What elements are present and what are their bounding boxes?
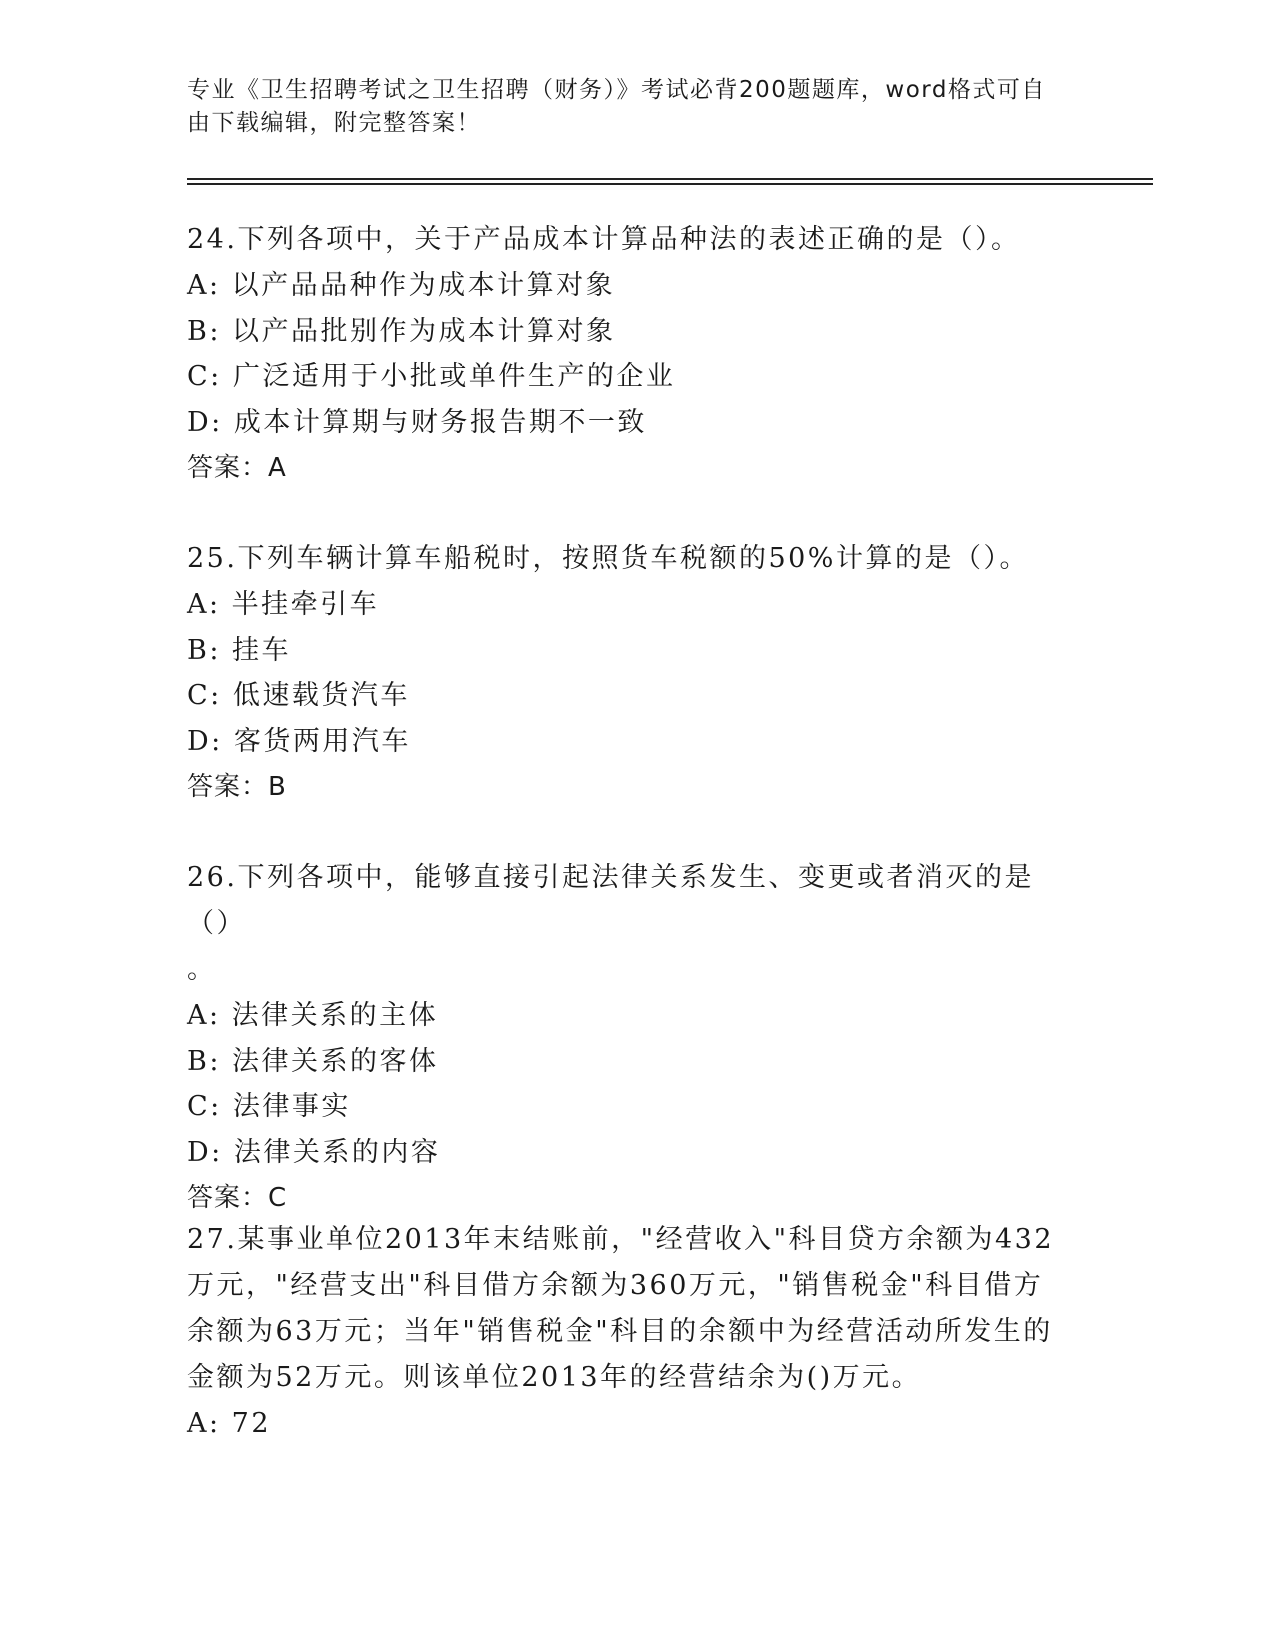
answer: 答案：A (187, 453, 287, 483)
option-b: B: 挂车 (187, 634, 292, 666)
option-a: A: 法律关系的主体 (187, 1000, 439, 1031)
header-divider-bottom (187, 183, 1153, 185)
option-d: D: 法律关系的内容 (187, 1136, 441, 1168)
option-b: B: 法律关系的客体 (187, 1045, 439, 1077)
option-b: B: 以产品批别作为成本计算对象 (187, 315, 616, 347)
question-26 (187, 855, 1067, 1221)
question-24 (187, 217, 1067, 491)
answer: 答案：C (187, 1183, 288, 1213)
question-stem: 25.下列车辆计算车船税时，按照货车税额的50%计算的是（）。 (187, 543, 1029, 574)
option-a: A: 72 (187, 1408, 272, 1439)
option-a: A: 半挂牵引车 (187, 589, 380, 620)
option-d: D: 成本计算期与财务报告期不一致 (187, 406, 647, 438)
document-header: 专业《卫生招聘考试之卫生招聘（财务）》考试必背200题题库，word格式可自 由下载编辑，附完整答案！ (187, 77, 1046, 136)
option-d: D: 客货两用汽车 (187, 725, 411, 757)
option-a: A: 以产品品种作为成本计算对象 (187, 270, 616, 301)
question-stem: 24.下列各项中，关于产品成本计算品种法的表述正确的是（）。 (187, 224, 1021, 255)
option-c: C: 低速载货汽车 (187, 680, 410, 711)
question-25 (187, 536, 1067, 810)
option-c: C: 广泛适用于小批或单件生产的企业 (187, 361, 676, 392)
option-c: C: 法律事实 (187, 1091, 351, 1122)
question-stem: 26.下列各项中，能够直接引起法律关系发生、变更或者消灭的是（） 。 (187, 862, 1034, 985)
answer: 答案：B (187, 772, 287, 802)
header-divider-top (187, 178, 1153, 180)
question-stem: 27.某事业单位2013年末结账前，"经营收入"科目贷方余额为432万元，"经营支出"科目借方余额为360万元，"销售税金"科目借方余额为63万元；当年"销售税金"科目的余额中为经营活动所发生的金额为52万元。则该单位2013年的经营结余为()万元。 (187, 1224, 1055, 1393)
question-27 (187, 1217, 1067, 1447)
